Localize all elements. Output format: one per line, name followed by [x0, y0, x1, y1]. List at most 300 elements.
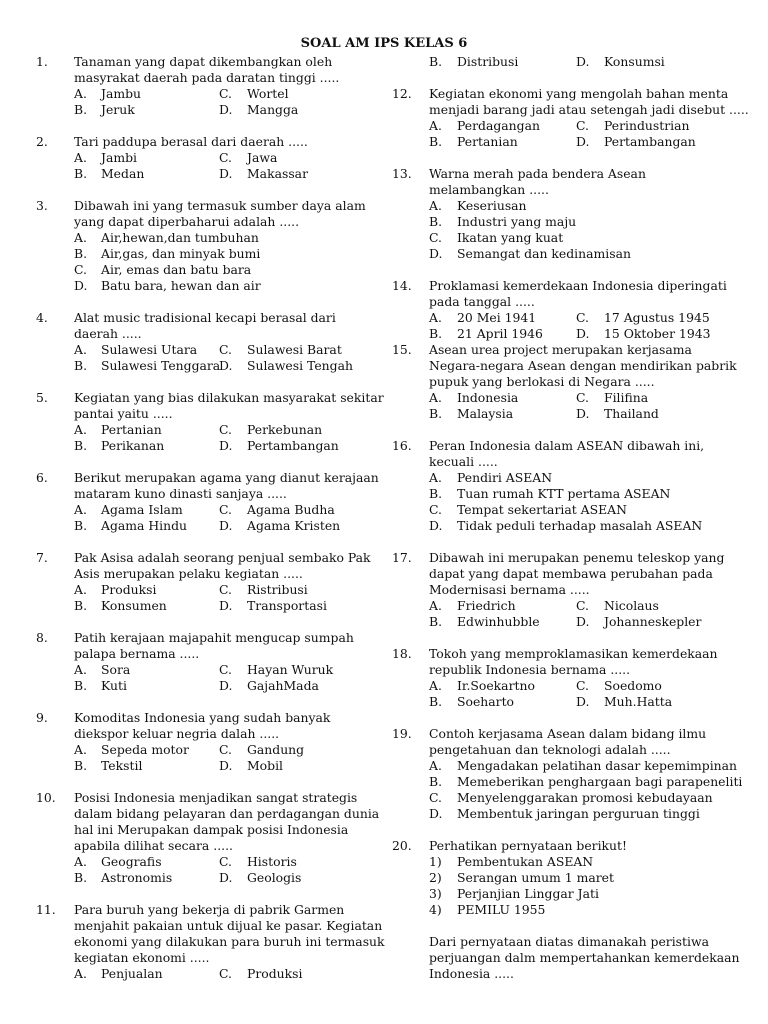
text-row	[392, 566, 742, 582]
text-row	[392, 134, 742, 150]
question-text: Dibawah ini yang termasuk sumber daya alam	[74, 198, 366, 213]
option-text: Perkebunan	[247, 422, 323, 437]
option-text: Perindustrian	[604, 118, 690, 133]
option-letter: B.	[74, 166, 88, 181]
option-letter: 2)	[429, 870, 442, 885]
option-text: Gandung	[247, 742, 305, 757]
question-text: Indonesia .....	[429, 966, 514, 981]
option-text: Agama Kristen	[247, 518, 341, 533]
option-text: Tekstil	[101, 758, 143, 773]
question-text: masyrakat daerah pada daratan tinggi .....	[74, 70, 340, 85]
text-row	[392, 806, 742, 822]
option-letter: C.	[219, 150, 232, 165]
option-text: Friedrich	[457, 598, 516, 613]
option-text: Mangga	[247, 102, 299, 117]
text-row	[36, 758, 376, 774]
spacer	[392, 534, 742, 550]
question-text: Kegiatan ekonomi yang mengolah bahan menta	[429, 86, 729, 101]
spacer	[36, 182, 376, 198]
option-letter: C.	[74, 262, 87, 277]
option-text: Perikanan	[101, 438, 165, 453]
option-text: Soeharto	[457, 694, 515, 709]
question-text: Asean urea project merupakan kerjasama	[429, 342, 692, 357]
text-row	[36, 934, 385, 950]
page-title: SOAL AM IPS KELAS 6	[300, 36, 468, 51]
option-letter: D.	[576, 326, 590, 341]
question-text: perjuangan dalm mempertahankan kemerdekaan	[429, 950, 740, 965]
option-letter: A.	[74, 662, 87, 677]
option-text: Produksi	[247, 966, 303, 981]
option-text: Batu bara, hewan dan air	[101, 278, 261, 293]
question-number: 6.	[36, 470, 48, 485]
question-number: 1.	[36, 54, 48, 69]
text-row	[36, 838, 376, 854]
option-letter: A.	[74, 966, 87, 981]
text-row	[36, 790, 376, 806]
option-text: Makassar	[247, 166, 308, 181]
question-text: daerah .....	[74, 326, 142, 341]
option-text: Air,gas, dan minyak bumi	[101, 246, 261, 261]
question-17	[392, 550, 742, 646]
option-letter: D.	[219, 870, 233, 885]
option-letter: B.	[74, 678, 88, 693]
spacer	[36, 774, 376, 790]
question-text: hal ini Merupakan dampak posisi Indonesia	[74, 822, 349, 837]
option-text: Hayan Wuruk	[247, 662, 334, 677]
option-letter: A.	[429, 118, 442, 133]
option-text: Membentuk jaringan perguruan tinggi	[457, 806, 700, 821]
text-row	[36, 422, 376, 438]
text-row	[36, 726, 376, 742]
text-row	[392, 614, 742, 630]
text-row	[36, 822, 376, 838]
option-letter: D.	[74, 278, 88, 293]
text-row	[36, 646, 376, 662]
text-row	[36, 710, 376, 726]
question-text: dalam bidang pelayaran dan perdagangan dunia	[74, 806, 380, 821]
option-text: Jeruk	[101, 102, 135, 117]
question-text: menjahit pakaian untuk dijual ke pasar. Kegiatan	[74, 918, 383, 933]
text-row	[392, 454, 742, 470]
text-row	[392, 726, 742, 742]
question-text: pupuk yang berlokasi di Negara .....	[429, 374, 655, 389]
text-row	[392, 886, 742, 902]
question-text: mataram kuno dinasti sanjaya .....	[74, 486, 287, 501]
option-letter: D.	[576, 614, 590, 629]
question-text: melambangkan .....	[429, 182, 549, 197]
option-letter: B.	[74, 102, 88, 117]
text-row	[392, 678, 742, 694]
option-text: Astronomis	[101, 870, 173, 885]
question-text: Dibawah ini merupakan penemu teleskop yang	[429, 550, 725, 565]
spacer	[392, 630, 742, 646]
text-row	[36, 262, 376, 278]
question-text: pantai yaitu .....	[74, 406, 173, 421]
question-7	[36, 550, 376, 630]
option-letter: B.	[429, 614, 443, 629]
text-row	[392, 358, 742, 374]
question-4	[36, 310, 376, 390]
text-row	[36, 566, 376, 582]
option-text: 20 Mei 1941	[457, 310, 537, 325]
question-text: yang dapat diperbaharui adalah .....	[74, 214, 300, 229]
option-text: 17 Agustus 1945	[604, 310, 710, 325]
text-row	[36, 102, 376, 118]
option-letter: 3)	[429, 886, 442, 901]
option-text: Sulawesi Utara	[101, 342, 198, 357]
spacer	[36, 374, 376, 390]
text-row	[36, 326, 376, 342]
text-row	[392, 182, 742, 198]
question-text: Berikut merupakan agama yang dianut kerajaan	[74, 470, 379, 485]
text-row	[36, 902, 376, 918]
text-row	[36, 278, 376, 294]
option-letter: A.	[74, 342, 87, 357]
option-text: Menyelenggarakan promosi kebudayaan	[457, 790, 713, 805]
question-number: 11.	[36, 902, 56, 917]
question-text: Modernisasi bernama .....	[429, 582, 590, 597]
option-text: Sulawesi Tengah	[247, 358, 353, 373]
text-row	[392, 518, 742, 534]
spacer	[36, 534, 376, 550]
option-letter: D.	[219, 102, 233, 117]
text-row	[392, 438, 742, 454]
option-letter: B.	[429, 214, 443, 229]
option-letter: A.	[429, 678, 442, 693]
option-text: Tuan rumah KTT pertama ASEAN	[457, 486, 671, 501]
option-letter: A.	[429, 758, 442, 773]
question-number: 19.	[392, 726, 412, 741]
option-text: Pertanian	[457, 134, 518, 149]
option-letter: A.	[74, 854, 87, 869]
option-letter: B.	[429, 406, 443, 421]
question-text: Proklamasi kemerdekaan Indonesia diperingati	[429, 278, 727, 293]
question-number: 20.	[392, 838, 412, 853]
text-row	[36, 438, 376, 454]
question-text: Perhatikan pernyataan berikut!	[429, 838, 627, 853]
option-text: Sora	[101, 662, 131, 677]
question-3	[36, 198, 376, 310]
option-letter: D.	[576, 54, 590, 69]
text-row	[392, 550, 742, 566]
text-row	[392, 950, 742, 966]
question-14	[392, 278, 742, 342]
text-row	[36, 406, 376, 422]
question-text: Contoh kerjasama Asean dalam bidang ilmu	[429, 726, 707, 741]
question-text: Tari paddupa berasal dari daerah .....	[74, 134, 308, 149]
text-row	[36, 166, 376, 182]
option-text: Perjanjian Linggar Jati	[457, 886, 599, 901]
option-text: Malaysia	[457, 406, 514, 421]
option-letter: A.	[74, 742, 87, 757]
option-text: Memeberikan penghargaan bagi parapeneliti	[457, 774, 743, 789]
option-text: Semangat dan kedinamisan	[457, 246, 631, 261]
question-number: 8.	[36, 630, 48, 645]
option-letter: B.	[429, 694, 443, 709]
option-text: Medan	[101, 166, 145, 181]
right-column	[392, 54, 749, 998]
option-letter: B.	[429, 134, 443, 149]
question-13	[392, 166, 742, 278]
question-6	[36, 470, 379, 550]
question-text: apabila dilihat secara .....	[74, 838, 233, 853]
text-row	[392, 86, 742, 102]
text-row	[36, 502, 376, 518]
question-text: pengetahuan dan teknologi adalah .....	[429, 742, 671, 757]
option-letter: B.	[74, 758, 88, 773]
question-text: Alat music tradisional kecapi berasal dari	[74, 310, 336, 325]
text-row	[392, 598, 742, 614]
text-row	[36, 310, 376, 326]
text-row	[36, 486, 376, 502]
option-text: Johanneskepler	[604, 614, 702, 629]
question-text: Negara-negara Asean dengan mendirikan pabrik	[429, 358, 737, 373]
text-row	[392, 166, 742, 182]
text-row	[392, 54, 742, 70]
option-text: Tempat sekertariat ASEAN	[457, 502, 627, 517]
spacer	[36, 454, 376, 470]
option-text: Jawa	[247, 150, 278, 165]
text-row	[392, 774, 742, 790]
spacer	[392, 710, 742, 726]
option-letter: D.	[219, 166, 233, 181]
option-text: Transportasi	[247, 598, 327, 613]
option-text: Kuti	[101, 678, 127, 693]
text-row	[36, 134, 376, 150]
text-row	[392, 470, 742, 486]
question-text: diekspor keluar negria dalah .....	[74, 726, 280, 741]
question-number: 4.	[36, 310, 48, 325]
text-row	[36, 342, 376, 358]
option-letter: D.	[219, 358, 233, 373]
question-11	[36, 902, 385, 982]
option-text: Soedomo	[604, 678, 662, 693]
text-row	[392, 230, 742, 246]
question-text: Peran Indonesia dalam ASEAN dibawah ini,	[429, 438, 705, 453]
text-row	[36, 358, 376, 374]
text-row	[392, 854, 742, 870]
question-text: menjadi barang jadi atau setengah jadi disebut .....	[429, 102, 749, 117]
text-row	[392, 102, 749, 118]
option-letter: C.	[219, 342, 232, 357]
left-column	[36, 54, 385, 982]
option-letter: B.	[74, 870, 88, 885]
question-text: Kegiatan yang bias dilakukan masyarakat sekitar	[74, 390, 384, 405]
text-row	[392, 486, 742, 502]
question-text: Asis merupakan pelaku kegiatan .....	[74, 566, 303, 581]
spacer	[392, 982, 742, 998]
option-text: Historis	[247, 854, 297, 869]
question-19	[392, 726, 742, 838]
text-row	[392, 758, 742, 774]
text-row	[392, 694, 742, 710]
option-letter: C.	[219, 742, 232, 757]
option-text: Geologis	[247, 870, 302, 885]
option-letter: D.	[576, 134, 590, 149]
option-letter: B.	[74, 246, 88, 261]
question-text: palapa bernama .....	[74, 646, 200, 661]
spacer	[392, 70, 742, 86]
option-letter: C.	[576, 598, 589, 613]
option-letter: A.	[429, 598, 442, 613]
text-row	[392, 582, 742, 598]
question-1	[36, 54, 376, 134]
text-row	[392, 662, 742, 678]
question-number: 15.	[392, 342, 412, 357]
option-letter: C.	[576, 678, 589, 693]
option-text: Thailand	[604, 406, 659, 421]
option-letter: C.	[576, 310, 589, 325]
option-text: Pembentukan ASEAN	[457, 854, 594, 869]
option-letter: C.	[219, 966, 232, 981]
spacer	[36, 694, 376, 710]
spacer	[392, 822, 742, 838]
option-letter: 4)	[429, 902, 442, 917]
question-number: 16.	[392, 438, 412, 453]
option-text: Serangan umum 1 maret	[457, 870, 614, 885]
text-row	[36, 854, 376, 870]
option-text: Air,hewan,dan tumbuhan	[101, 230, 259, 245]
question-15	[392, 342, 742, 438]
text-row	[392, 278, 742, 294]
text-row	[392, 790, 742, 806]
question-text: Komoditas Indonesia yang sudah banyak	[74, 710, 331, 725]
question-18	[392, 646, 742, 726]
text-row	[392, 646, 742, 662]
question-text: Para buruh yang bekerja di pabrik Garmen	[74, 902, 345, 917]
text-row	[36, 150, 376, 166]
text-row	[392, 870, 742, 886]
option-letter: C.	[219, 422, 232, 437]
option-letter: C.	[429, 502, 442, 517]
question-8	[36, 630, 376, 710]
option-letter: B.	[429, 326, 443, 341]
option-text: Tidak peduli terhadap masalah ASEAN	[457, 518, 703, 533]
question-number: 13.	[392, 166, 412, 181]
text-row	[36, 582, 376, 598]
option-text: 15 Oktober 1943	[604, 326, 711, 341]
option-letter: A.	[429, 198, 442, 213]
option-letter: A.	[429, 390, 442, 405]
text-row	[392, 374, 742, 390]
option-text: Sepeda motor	[101, 742, 189, 757]
question-text: kegiatan ekonomi .....	[74, 950, 210, 965]
text-row	[36, 598, 376, 614]
option-text: Edwinhubble	[457, 614, 540, 629]
option-text: Mengadakan pelatihan dasar kepemimpinan	[457, 758, 738, 773]
option-text: Konsumen	[101, 598, 167, 613]
spacer	[36, 294, 376, 310]
option-letter: D.	[576, 694, 590, 709]
option-text: Pendiri ASEAN	[457, 470, 553, 485]
text-row	[36, 54, 376, 70]
text-row	[392, 902, 742, 918]
option-letter: C.	[219, 502, 232, 517]
text-row	[392, 934, 742, 950]
option-letter: A.	[74, 582, 87, 597]
option-text: Nicolaus	[604, 598, 659, 613]
text-row	[392, 742, 742, 758]
option-letter: A.	[74, 422, 87, 437]
text-row	[36, 230, 376, 246]
option-letter: B.	[74, 518, 88, 533]
option-text: Jambi	[101, 150, 137, 165]
option-letter: B.	[74, 598, 88, 613]
text-row	[36, 870, 376, 886]
question-text: Warna merah pada bendera Asean	[429, 166, 646, 181]
text-row	[36, 214, 376, 230]
option-letter: A.	[74, 230, 87, 245]
option-text: Ristribusi	[247, 582, 308, 597]
question-number: 5.	[36, 390, 48, 405]
option-text: Produksi	[101, 582, 157, 597]
option-letter: D.	[219, 678, 233, 693]
option-text: Pertanian	[101, 422, 162, 437]
question-text: ekonomi yang dilakukan para buruh ini termasuk	[74, 934, 385, 949]
text-row	[36, 630, 376, 646]
text-row	[392, 310, 742, 326]
question-text: Posisi Indonesia menjadikan sangat strategis	[74, 790, 358, 805]
option-letter: D.	[219, 438, 233, 453]
text-row	[36, 246, 376, 262]
option-text: Ikatan yang kuat	[457, 230, 564, 245]
text-row	[392, 118, 742, 134]
text-row	[36, 86, 376, 102]
question-number: 14.	[392, 278, 412, 293]
option-letter: B.	[429, 774, 443, 789]
spacer	[392, 262, 742, 278]
text-row	[392, 214, 742, 230]
text-row	[36, 662, 376, 678]
question-number: 7.	[36, 550, 48, 565]
option-text: Penjualan	[101, 966, 163, 981]
option-text: Air, emas dan batu bara	[101, 262, 252, 277]
spacer	[36, 614, 376, 630]
option-text: Wortel	[247, 86, 289, 101]
spacer	[36, 886, 376, 902]
option-text: Pertambangan	[247, 438, 339, 453]
option-text: Distribusi	[457, 54, 519, 69]
option-letter: 1)	[429, 854, 442, 869]
spacer	[392, 422, 742, 438]
text-row	[392, 326, 742, 342]
option-letter: C.	[219, 86, 232, 101]
text-row	[392, 406, 742, 422]
text-row	[392, 342, 742, 358]
option-text: Keseriusan	[457, 198, 527, 213]
option-letter: C.	[219, 854, 232, 869]
option-letter: D.	[219, 758, 233, 773]
option-text: Muh.Hatta	[604, 694, 673, 709]
option-text: Geografis	[101, 854, 162, 869]
question-text: Tokoh yang memproklamasikan kemerdekaan	[429, 646, 718, 661]
question-5	[36, 390, 384, 470]
option-text: Agama Budha	[247, 502, 335, 517]
option-letter: D.	[429, 246, 443, 261]
option-letter: B.	[429, 486, 443, 501]
option-text: Sulawesi Barat	[247, 342, 342, 357]
text-row	[36, 470, 379, 486]
option-letter: B.	[429, 54, 443, 69]
option-text: Mobil	[247, 758, 284, 773]
question-text: republik Indonesia bernama .....	[429, 662, 631, 677]
option-letter: A.	[74, 86, 87, 101]
option-text: Indonesia	[457, 390, 519, 405]
option-text: PEMILU 1955	[457, 902, 546, 917]
option-text: 21 April 1946	[457, 326, 543, 341]
option-text: Agama Islam	[101, 502, 183, 517]
text-row	[36, 742, 376, 758]
